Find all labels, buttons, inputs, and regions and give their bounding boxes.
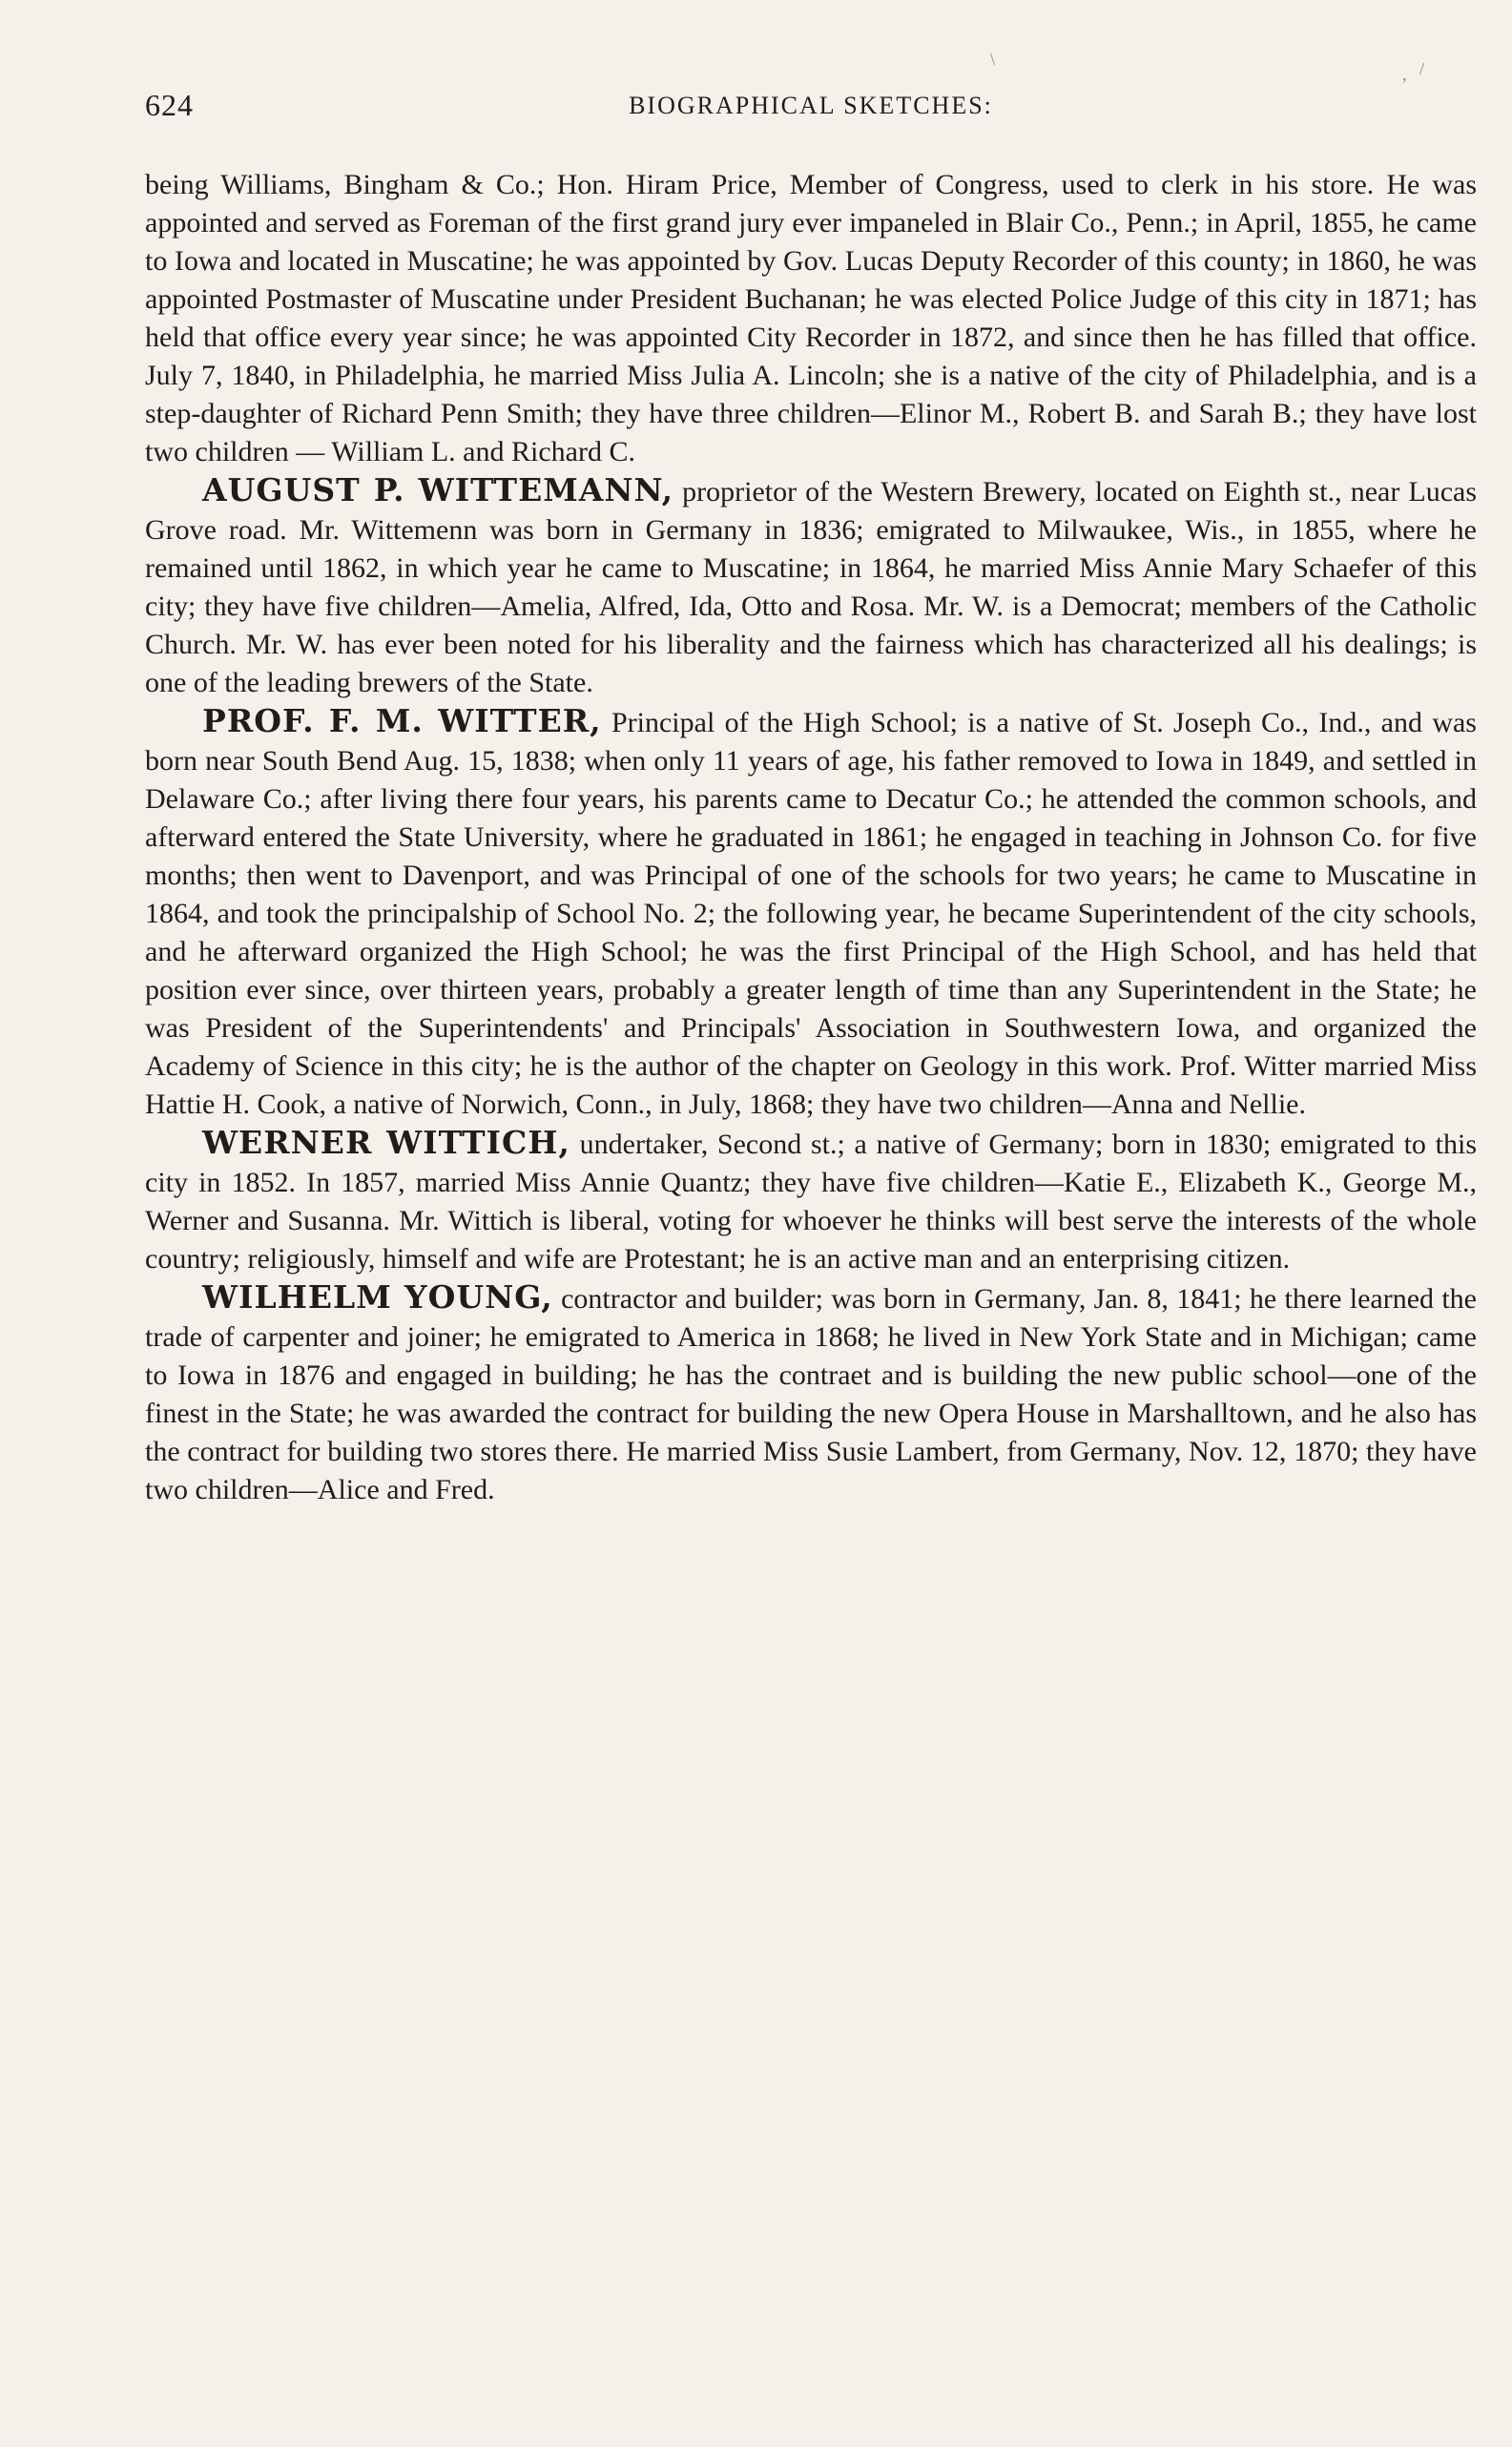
running-head: BIOGRAPHICAL SKETCHES: xyxy=(629,92,993,119)
scan-speck: , xyxy=(1402,65,1407,84)
entry-wittich xyxy=(145,1124,1477,1278)
entry-witter xyxy=(145,702,1477,1124)
page-header xyxy=(145,88,1477,130)
entry-name: WERNER WITTICH, xyxy=(202,1124,570,1161)
entry-young xyxy=(145,1278,1477,1509)
entry-text: undertaker, Second st.; a native of Germany; born in 1830; emigrated to this city in 1852. In 1857, married Miss Annie Quantz; they have five children—Katie E., Elizabeth K., George M., Werner and Susanna. Mr. Wittich is liberal, voting for whoever he thinks will best serve the interests of the whole country; religiously, himself and wife are Protestant; he is an active man and an enterprising citizen. xyxy=(145,1129,1477,1275)
continuation-paragraph: being Williams, Bingham & Co.; Hon. Hiram Price, Member of Congress, used to clerk in his store. He was appointed and served as Foreman of the first grand jury ever impaneled in Blair Co., Penn.; in April, 1855, he came to Iowa and located in Muscatine; he was appointed by Gov. Lucas Deputy Recorder of this county; in 1860, he was appointed Postmaster of Muscatine under President Buchanan; he was elected Police Judge of this city in 1871; has held that office every year since; he was appointed City Recorder in 1872, and since then he has filled that office. July 7, 1840, in Philadelphia, he married Miss Julia A. Lincoln; she is a native of the city of Philadelphia, and is a step-daughter of Richard Penn Smith; they have three children—Elinor M., Robert B. and Sarah B.; they have lost two children — William L. and Richard C. xyxy=(145,169,1477,467)
entry-text: contractor and builder; was born in Germany, Jan. 8, 1841; he there learned the trade of carpenter and joiner; he emigrated to America in 1868; he lived in New York State and in Michigan; came to Iowa in 1876 and engaged in building; he has the contraet and is building the new public school—one of the finest in the State; he was awarded the contract for building the new Opera House in Marshalltown, and he also has the contract for building two stores there. He married Miss Susie Lambert, from Germany, Nov. 12, 1870; they have two children—Alice and Fred. xyxy=(145,1283,1477,1505)
entry-text: proprietor of the Western Brewery, located on Eighth st., near Lucas Grove road. Mr. Wittemenn was born in Germany in 1836; emigrated to Milwaukee, Wis., in 1855, where he remained until 1862, in which year he came to Muscatine; in 1864, he married Miss Annie Mary Schaefer of this city; they have five children—Amelia, Alfred, Ida, Otto and Rosa. Mr. W. is a Democrat; members of the Catholic Church. Mr. W. has ever been noted for his liberality and the fairness which has characterized all his dealings; is one of the leading brewers of the State. xyxy=(145,476,1477,698)
scan-speck: \ xyxy=(990,50,996,69)
entry-name: WILHELM YOUNG, xyxy=(202,1278,553,1316)
page-number: 624 xyxy=(145,88,194,122)
entry-wittemann xyxy=(145,471,1477,702)
entry-text: Principal of the High School; is a native of St. Joseph Co., Ind., and was born near South Bend Aug. 15, 1838; when only 11 years of age, his father removed to Iowa in 1849, and settled in Delaware Co.; after living there four years, his parents came to Decatur Co.; he attended the common schools, and afterward entered the State University, where he graduated in 1861; he engaged in teaching in Johnson Co. for five months; then went to Davenport, and was Principal of one of the schools for two years; he came to Muscatine in 1864, and took the principalship of School No. 2; the following year, he became Superintendent of the city schools, and he afterward organized the High School; he was the first Principal of the High School, and has held that position ever since, over thirteen years, probably a greater length of time than any Superintendent in the State; he was President of the Superintendents' and Principals' Association in Southwestern Iowa, and organized the Academy of Science in this city; he is the author of the chapter on Geology in this work. Prof. Witter married Miss Hattie H. Cook, a native of Norwich, Conn., in July, 1868; they have two children—Anna and Nellie. xyxy=(145,707,1477,1120)
entry-name: AUGUST P. WITTEMANN, xyxy=(202,471,674,508)
scan-speck: / xyxy=(1419,59,1425,78)
body-text xyxy=(145,166,1477,1509)
entry-name: PROF. F. M. WITTER, xyxy=(202,702,602,739)
